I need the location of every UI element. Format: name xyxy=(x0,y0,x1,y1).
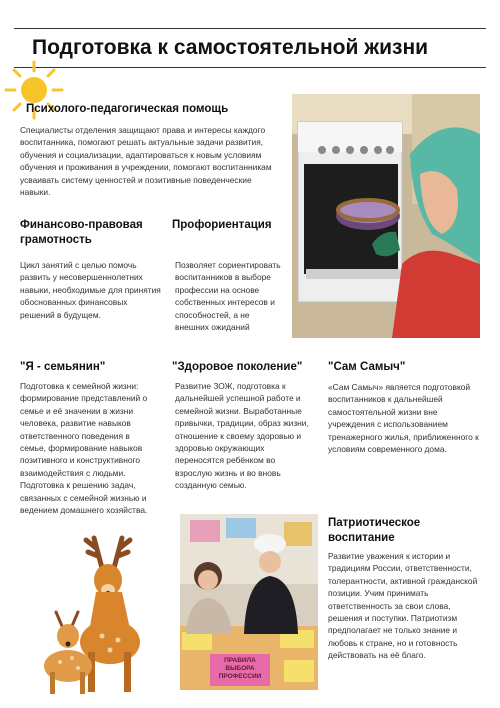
patriot-heading xyxy=(328,516,478,546)
self-text: «Сам Самыч» является подготовкой воспитанников к дальнейшей самостоятельной жизни вне учреждения с использованием тренажерного жилья, приближенного к условиям современного дома. xyxy=(328,382,479,455)
finance-heading-line1: Финансово-правовая xyxy=(20,219,143,231)
psych-text: Специалисты отделения защищают права и интересы каждого воспитанника, помогают решать актуальные задачи развития, обучения и социализации, адаптироваться к новым условиям обучения и проживания в учреждении, помогают воспитанникам усваивать систему ценностей и позитивные поведенческие навыки. xyxy=(20,125,272,198)
page-title: Подготовка к самостоятельной жизни xyxy=(32,36,429,59)
deer-illustration xyxy=(22,528,162,698)
patriot-heading-line2: воспитание xyxy=(328,532,395,544)
patriot-heading-line1: Патриотическое xyxy=(328,517,421,529)
career-heading: Профориентация xyxy=(172,219,272,231)
finance-heading xyxy=(20,218,170,248)
photo-card-label: ПРАВИЛА ВЫБОРА ПРОФЕССИИ xyxy=(218,657,262,680)
family-heading: "Я - семьянин" xyxy=(20,361,106,373)
health-heading: "Здоровое поколение" xyxy=(172,361,303,373)
finance-heading-line2: грамотность xyxy=(20,234,92,246)
title-banner xyxy=(14,28,486,68)
psych-heading: Психолого-педагогическая помощь xyxy=(26,103,229,115)
family-text: Подготовка к семейной жизни: формирование представлений о семье и её значении в жизни человека, развитие навыков ответственного поведения в семье, формирование навыков позитивного и конструктивного взаимодействия с людьми. Подготовка к решению задач, связанных с семейной жизнью и ведением домашнего хозяйства. xyxy=(20,381,148,516)
self-heading: "Сам Самыч" xyxy=(328,361,406,373)
cooking-photo xyxy=(292,94,480,338)
classroom-photo xyxy=(180,514,318,690)
finance-text: Цикл занятий с целью помочь развить у несовершеннолетних навыки, необходимые для принятия обоснованных финансовых решений в будущем. xyxy=(20,260,161,320)
career-text: Позволяет сориентировать воспитанников в выборе профессии на основе собственных интересов и способностей, а не внешних ожиданий xyxy=(175,260,281,333)
health-text: Развитие ЗОЖ, подготовка к дальнейшей успешной работе и семейной жизни. Выработанные привычки, традиции, образ жизни, отношение к своему здоровью и здоровью окружающих переносятся ребёнком во взрослую жизнь и во вновь созданную семью. xyxy=(175,381,309,491)
patriot-text: Развитие уважения к истории и традициям России, ответственности, толерантности, активной гражданской позиции. Учим принимать ответственность за свои слова, решения и поступки. Патриотизм предполагает не только знание и любовь к стране, но и готовность действовать на её благо. xyxy=(328,551,478,661)
